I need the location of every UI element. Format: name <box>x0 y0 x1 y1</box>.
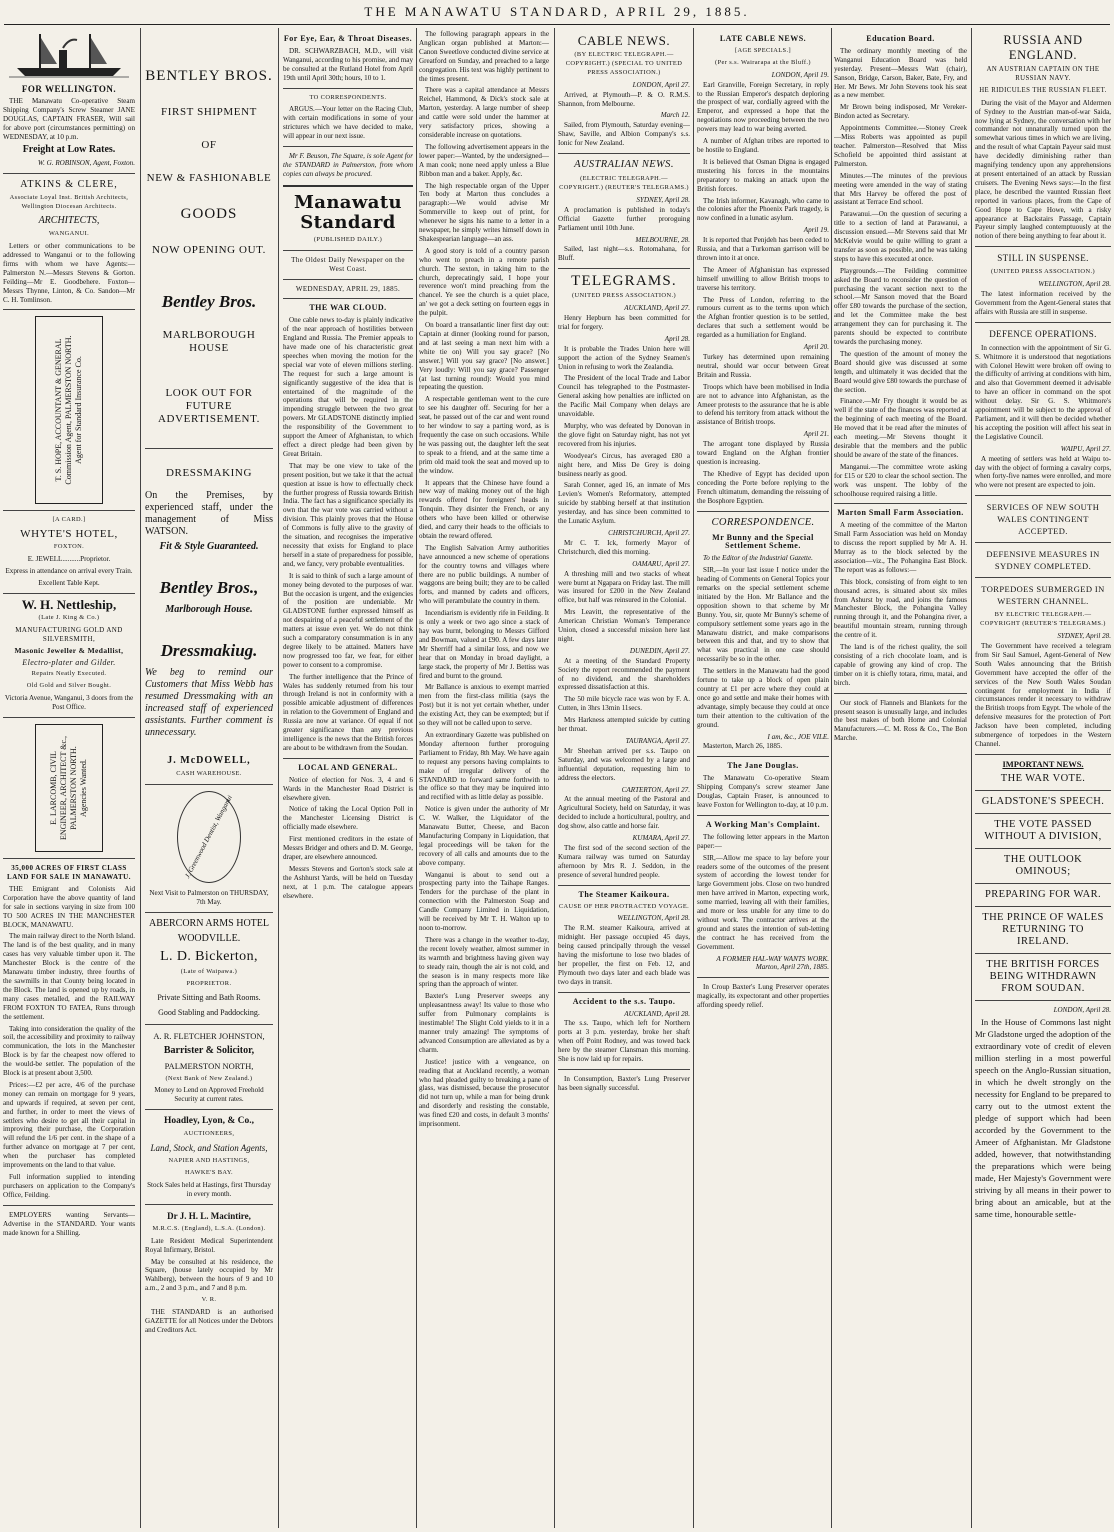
ship-ad-title: FOR WELLINGTON. <box>21 84 117 94</box>
divider <box>975 813 1111 814</box>
local-item: The English Salvation Army authorities have announced a new scheme of operations for the country towns and villages where there are no public buildings. A number of waggons are being built; they are to be called forts, and manned by cadets and officers, who will perambulate the country in them. <box>419 543 549 606</box>
private-rooms: Private Sitting and Bath Rooms. <box>157 992 261 1002</box>
news-item: During the visit of the Mayor and Aldermen of Sydney to the Austrian man-of-war Saida, now lying at Sydney, the conversation with her commander not unnaturally turned upon the somewhat various times in which we are living, and the result of what Captain Payeur said must have decidedly diminishing rather than magnifying tendency upon any apprehensions at present entertained of an attack by Russian cruisers. The Evening News says:—In the first place, he described the vaunted Russian fleet reported in various places, from the Cape of Good Hope to Cape Howe, with a risky appearance at Backstairs Passage, Captain Payeur simply laughed contemptuously at the notion of there being anything to fear about it. <box>975 98 1111 241</box>
news-item: A meeting of settlers was held at Waipu to-day with the object of forming a cavalry corps, when forty-five names were enrolled, and more who were not present are expected to join. <box>975 454 1111 490</box>
column-5-cable-news <box>558 30 690 1528</box>
divider <box>3 510 135 511</box>
money-to-lend: Money to Lend on Approved Freehold Security at current rates. <box>154 1086 264 1104</box>
dentist-oval-stamp <box>177 791 241 883</box>
land-sale-title: 35,000 ACRES OF FIRST CLASS LAND FOR SALE IN MANAWATU. <box>7 864 131 881</box>
ship-agent: W. G. ROBINSON, Agent, Foxton. <box>37 159 135 168</box>
whyte-hotel-title: WHYTE'S HOTEL, <box>20 528 118 541</box>
column-1-advertisements <box>3 30 135 1528</box>
hope-boxed-ad <box>35 316 103 504</box>
working-man-title: A Working Man's Complaint. <box>705 819 821 829</box>
dateline: WELLINGTON, April 28. <box>617 914 690 923</box>
local-item: There was a change in the weather to-day, the recent lovely weather, almost summer in its warmth and brightness having given way to steady rain, though the air is not cold, and the season is in many respects more like spring than the approach of winter. <box>419 935 549 989</box>
dressmaking-text: On the Premises, by experienced staff, under the management of Miss WATSON. <box>145 490 273 537</box>
column-2-advertisements <box>145 30 273 1528</box>
australian-news-sub: (ELECTRIC TELEGRAPH.—COPYRIGHT.) (REUTER'S TELEGRAMS.) <box>559 175 689 191</box>
news-item: In connection with the appointment of Sir G. S. Whitmore it is understood that negotiations with Colonel Hewitt were broken off owing to the difficulty of arriving at conditions with him, and also that Government deemed it advisable to have an officer in command on the spot without delay. Sir G. S. Whitmore's appointment will be subject to the approval of Parliament, and it will then be decided whether his accepting the position will affect his seat in the Legislative Council. <box>975 343 1111 441</box>
news-item: Woodyear's Circus, has averaged £80 a night here, and Miss De Grey is doing business nearly as good. <box>558 451 690 478</box>
fletcher-name: A. R. FLETCHER JOHNSTON, <box>153 1030 265 1041</box>
kaikoura-title: The Steamer Kaikoura. <box>578 889 670 899</box>
correspondence-title: CORRESPONDENCE. <box>711 516 815 528</box>
local-item: Mr Ballance is anxious to exempt married men from the first-class militia (says the Post) but it is not yet certain whether, under the existing Act, they can be exempted; but if so they will not be called upon to serve. <box>419 683 549 728</box>
land-sale-text: Prices:—£2 per acre, 4/6 of the purchase money can remain on mortgage for 9 years, and upwards if required, at seven per cent, and further, in order to meet the views of settlers who desire to get all their capital in improving their purchase, the Corporation will refund the 1/6 per cent. in the shape of a further advance on mortgage at 7 per cent, when the purchaser has completed improvements on the land to that value. <box>3 1080 135 1170</box>
local-item: Notice of election for Nos. 3, 4 and 6 Wards in the Manchester Road District is elsewhere given. <box>283 775 413 802</box>
bunny-to: To the Editor of the Industrial Gazette. <box>703 554 813 563</box>
news-item: At the annual meeting of the Pastoral and Agricultural Society, held on Saturday, it was decided to include a horticultural, poultry, and dog show, also cattle and horse fair. <box>558 795 690 831</box>
whyte-hotel-proprietor: E. JEWELL..........Proprietor. <box>27 555 111 564</box>
paper-nameplate: Manawatu Standard <box>293 191 403 233</box>
report-paragraph: Mr Brown being indisposed, Mr Vereker-Bindon acted as Secretary. <box>834 103 967 121</box>
column-divider <box>554 28 555 1528</box>
war-cloud-title: THE WAR CLOUD. <box>309 303 387 313</box>
kaikoura-sub: CAUSE OF HER PROTRACTED VOYAGE. <box>558 902 690 910</box>
divider <box>283 88 413 89</box>
editorial-paragraph: One cable news to-day is plainly indicative of the near approach of hostilities between England and Russia. The Premier appeals to have made one of his characteristic great speeches when moving the motion for the special war vote of eleven millions sterling. The request for such a large amount is significantly suggestive of the idea that is entertained of the magnitude of the operations that will be required in the impending struggle between the two great powers. Mr GLADSTONE distinctly implied the responsibility of the Government to support the Ameer of Afghanistan, to which effect a direct pledge had been given by Great Britain. <box>283 316 413 458</box>
oldest-daily: The Oldest Daily Newspaper on the West Coast. <box>291 255 405 273</box>
news-item: The 50 mile bicycle race was won by F. A. Cutten, in 3hrs 13min 11secs. <box>558 695 690 713</box>
dateline: April 21. <box>803 430 829 439</box>
letter-signature: I am, &c., JOE VILE. <box>767 732 829 741</box>
divider <box>697 815 829 816</box>
whyte-hotel-table: Excellent Table Kept. <box>38 579 100 588</box>
suspense-sub: (UNITED PRESS ASSOCIATION.) <box>990 268 1095 276</box>
local-item: A respectable gentleman went to the cure to see his daughter off. Securing for her a seat, he passed out of the car and went round to her window to say a parting word, as is frequently the case on such occasions. While he was passing out, the daughter left the seat to speak to a friend, and at the same time a prim old maid took the seat and moved up to the window. <box>419 395 549 475</box>
nettleship-title: W. H. Nettleship, <box>21 596 117 612</box>
news-item: It is believed that Osman Digna is engaged mustering his forces in the mountains preparatory to making an attack upon the British forces. <box>697 157 829 193</box>
marlborough-house-2: Marlborough House. <box>165 604 253 615</box>
palmerston-north: PALMERSTON NORTH, <box>164 1060 254 1071</box>
published-daily: (PUBLISHED DAILY.) <box>313 235 383 243</box>
local-item: The following paragraph appears in the Anglican organ published at Marton:—Canon Sweetlove conducted divine service at Greatford on Sunday, and preached to a large congregation. His text was highly pertinent to the times present. <box>419 30 549 83</box>
divider <box>3 593 135 594</box>
news-item: Sailed, last night—s.s. Rotomahana, for Bluff. <box>558 245 690 263</box>
late-cable-sub2: (Per s.s. Wairarapa at the Bluff.) <box>715 58 811 66</box>
defence-title: DEFENCE OPERATIONS. <box>989 328 1097 339</box>
gladstone-report: In the House of Commons last night Mr Gladstone urged the adoption of the extraordinary vote of credit of eleven million sterling in a most powerful speech on the Anglo-Russian situation, in which he dwelt strongly on the necessity for England to be prepared to carry out to the utmost extent the pledge of support which had been accorded by the Government to the Ameer of Afghanistan. Mr Gladstone added, however, that notwithstanding the preparations which were being made, Her Majesty's Government were striving by all means in their power to bring about an amicable, but at the same time, honourable settle- <box>975 1016 1111 1219</box>
local-item: Wanganui is about to send out a prospecting party into the Taihape Ranges. Tenders for the purchase of the plant in connection with the Palmerston Soap and Candle Company Limited in Liquidation, will be received by Mr T. H. Walton up to noon to-morrow. <box>419 870 549 932</box>
letter-intro: The following letter appears in the Marton paper:— <box>697 832 829 850</box>
dateline: SYDNEY, April 28. <box>636 195 690 204</box>
editorial-paragraph: The further intelligence that the Prince of Wales has suddenly returned from his tour through Ireland is not in conformity with a possible amicable adjustment of differences in relation to the Government of England and Russia are now at variance. Of equal if not greater significance than any previous intelligence is the news that the British forces are about to be withdrawn from the Soudan. <box>283 672 413 752</box>
bentley-script-title-2: Bentley Bros., <box>159 578 259 597</box>
dateline: MELBOURNE, 28. <box>635 235 690 244</box>
news-item: Mrs Leavitt, the representative of the American Christian Woman's Temperance Union, closed a successful mission here last night. <box>558 608 690 643</box>
letter-paragraph: SIR,—Allow me space to lay before your readers some of the outcomes of the present system of according the lowest tender for large Government jobs. Close on two hundred men have arrived in Marton, expecting work, some married, leaving all with their families, and more or less unable for any time to do without work. The contractor arrives at the ground and states the intention of sub-letting the contract he has received from the Government. <box>697 853 829 951</box>
lookout-notice: LOOK OUT FOR FUTURE ADVERTISEMENT. <box>158 387 260 425</box>
war-vote-heading: THE WAR VOTE. <box>1000 772 1086 784</box>
opening-out: NOW OPENING OUT. <box>152 244 266 256</box>
news-item: The arrogant tone displayed by Russia toward England on the Afghan frontier question is increasing. <box>697 440 829 466</box>
news-item: Henry Hepburn has been committed for trial for forgery. <box>558 314 690 331</box>
dateline: SYDNEY, April 28. <box>1057 632 1111 641</box>
divider <box>3 717 135 718</box>
australian-news-title: AUSTRALIAN NEWS. <box>574 159 674 171</box>
russia-england-sub2: HE RIDICULES THE RUSSIAN FLEET. <box>979 86 1107 94</box>
divider <box>283 185 413 187</box>
nsw-contingent-heading: SERVICES OF NEW SOUTH WALES CONTINGENT ACCEPTED. <box>986 502 1100 537</box>
local-item: It appears that the Chinese have found a new way of making money out of the high rewards offered for foreigners' heads in Tonquin. They disinter the French, or any others who have been killed or otherwise died, and carry their heads to the officials to obtain the reward offered. <box>419 478 549 540</box>
gladstone-speech-heading: GLADSTONE'S SPEECH. <box>981 795 1105 807</box>
local-item: The following advertisement appears in the lower paper:—Wanted, by the undersigned—A man cook; none need apply unless a Blue Ribbon man and a baker. Apply, &c. <box>419 142 549 178</box>
divider <box>3 309 135 310</box>
local-item: There was a capital attendance at Messrs Reichel, Hammond, & Dick's stock sale at Marton, yesterday. A large number of sheep and cattle were sold under the hammer at very satisfactory prices, showing a considerable increase on quotations. <box>419 86 549 139</box>
hawkes-bay: HAWKE'S BAY. <box>184 1169 234 1177</box>
telegrams-sub: (UNITED PRESS ASSOCIATION.) <box>571 292 676 300</box>
divider <box>283 758 413 759</box>
cable-news-sub: (BY ELECTRIC TELEGRAPH.—COPYRIGHT.) (SPECIAL TO UNITED PRESS ASSOCIATION.) <box>565 51 683 76</box>
larcomb-boxed-ad <box>35 724 103 852</box>
divider <box>975 577 1111 578</box>
divider <box>145 1109 273 1110</box>
vote-passed-heading: THE VOTE PASSED WITHOUT A DIVISION, <box>984 818 1102 842</box>
divider <box>975 953 1111 954</box>
napier-hastings: NAPIER AND HASTINGS, <box>168 1157 250 1165</box>
divider <box>697 511 829 512</box>
divider <box>697 756 829 757</box>
dateline: April 19. <box>803 226 829 235</box>
column-divider <box>831 28 832 1528</box>
barrister-label: Barrister & Solicitor, <box>163 1044 255 1056</box>
of-label: OF <box>201 139 217 151</box>
dateline: DUNEDIN, April 27. <box>629 646 690 655</box>
flannels-notice: Our stock of Flannels and Blankets for the present season is unusually large, and includes the best makes of both Home and Colonial Manufacturers.—C. M. Ross & Co., The Bon Marche. <box>834 698 967 743</box>
marton-association-title: Marton Small Farm Association. <box>837 508 964 518</box>
news-item: The President of the local Trade and Labor Council has telegraphed to the Postmaster-General asking how penalties are inflicted on the Pacific Mail Company when delays are unavoidable. <box>558 374 690 419</box>
lung-preserver-notice: In Consumption, Baxter's Lung Preserver has been signally successful. <box>558 1075 690 1092</box>
news-item: Sailed, from Plymouth, Saturday evening—Shaw, Saville, and Albion Company's s.s. Ionic for New Zealand. <box>558 121 690 148</box>
stock-sales: Stock Sales held at Hastings, first Thursday in every month. <box>147 1180 271 1198</box>
dateline: March 12. <box>660 111 690 120</box>
news-item: The Irish informer, Kavanagh, who came to the colonies after the Phoenix Park tragedy, is now confined in a lunatic asylum. <box>697 196 829 223</box>
news-item: The first sod of the second section of the Kumara railway was turned on Saturday afternoon by Mrs R. J. Seddon, in the presence of several hundred people. <box>558 843 690 879</box>
dentist-visit: Next Visit to Palmerston on THURSDAY, 7th May. <box>149 888 269 906</box>
whyte-hotel-place: FOXTON. <box>53 543 85 551</box>
masthead-rule <box>4 24 1110 25</box>
divider <box>3 858 135 859</box>
nettleship-gold: Old Gold and Silver Bought. <box>26 682 112 690</box>
report-paragraph: Playgrounds.—The Feilding committee asked the Board to reconsider the question of purchasing the vacant section next to the school.—Mr Sanson moved that the Board offer £80 towards the purchase of the section, and let the Committee make the best arrangement they can for purchasing it. The parents should be expected to contribute towards the purchasing money. <box>834 266 967 346</box>
divider <box>558 885 690 886</box>
divider <box>975 1000 1111 1001</box>
dateline: WELLINGTON, April 28. <box>1038 280 1111 289</box>
bickerton-name: L. D. Bickerton, <box>160 948 258 964</box>
news-item: A threshing mill and two stacks of wheat were burnt at Ngapara on Friday last. The mill was insured for £200 in the New Zealand office, but half was reinsured in the Colonial. <box>558 569 690 605</box>
marlborough-house: MARLBOROUGH HOUSE <box>162 329 256 354</box>
letter-paragraph: The settlers in the Manawatu had the good fortune to take up a block of open plain country at £1 per acre where they could at once go and settle and make their homes with advantage, simply because they could at once turn their attention to the cultivation of the ground. <box>697 667 829 729</box>
new-fashionable: NEW & FASHIONABLE <box>146 172 272 184</box>
news-item: It is probable the Trades Union here will support the action of the Sydney Seamen's Union in refusing to work the Zealandia. <box>558 344 690 371</box>
report-paragraph: Manganui.—The committee wrote asking for £15 or £20 to clear the school section. The work was unspent. The lobby of the schoolhouse required raising a little. <box>834 462 967 498</box>
bentley-title: BENTLEY BROS. <box>145 68 273 84</box>
larcomb-boxed-ad-text: E. LARCOMB, CIVIL ENGINEER, ARCHITECT &c., PALMERSTON NORTH. Agencies Wanted. <box>49 736 88 841</box>
atkins-clere-subtitle: Associate Loyal Inst. British Architects, Wellington Diocesan Architects. <box>9 194 129 211</box>
column-divider <box>693 28 694 1528</box>
local-item: An extraordinary Gazette was published on Monday afternoon further proroguing Parliament to Friday, 8th May. We have again to request any persons having complaints to make of irregular delivery of the STANDARD to forward same forthwith to the office so that they may be inquired into and rectified with as little delay as possible. <box>419 730 549 802</box>
news-item: A number of Afghan tribes are reported to be hostile to England. <box>697 137 829 154</box>
macintire-name: Dr J. H. L. Macintire, <box>167 1210 251 1221</box>
column-divider <box>416 28 417 1528</box>
dateline: AUCKLAND, April 27. <box>624 304 690 313</box>
letter-signature: A FORMER HAL-WAY WANTS WORK. Marton, April 27th, 1885. <box>716 954 829 972</box>
news-item: At a meeting of the Standard Property Society the report recommended the payment of no dividend, and the shareholders expressed dissatisfaction at this. <box>558 656 690 692</box>
news-item: The Government have received a telegram from Sir Saul Samuel, Agent-General of New South Wales announcing that the British Government have accepted the offer of the services of the New South Wales Soudan contingent for employment in India if circumstances render it necessary to withdraw the British troops from Egypt. The whole of the defensive measures for the protection of Port Jackson have been completed, including submergence of torpedoes in the Western Channel. <box>975 641 1111 748</box>
vr-crest-label: V. R. <box>201 1296 217 1304</box>
steamship-icon <box>9 30 129 80</box>
cash-warehouse: CASH WAREHOUSE. <box>176 770 242 777</box>
issue-date: WEDNESDAY, APRIL 29, 1885. <box>295 284 401 293</box>
divider <box>145 448 273 449</box>
gazette-notice: THE STANDARD is an authorised GAZETTE for all Notices under the Debtors and Creditors Act. <box>145 1308 273 1334</box>
bunny-title: Mr Bunny and the Special Settlement Scheme. <box>712 532 814 551</box>
divider <box>3 173 135 174</box>
local-item: Messrs Stevens and Gorton's stock sale at the Ashhurst Yards, will be held on Tuesday next, at 1 p.m. The catalogue appears elsewhere. <box>283 864 413 900</box>
news-item: The R.M. steamer Kaikoura, arrived at midnight. Her passage occupied 45 days, being caused principally through the vessel having the misfortune to lose two blades of her propeller, the first on Feb. 12, and Plymouth two days later and each blade was two days in transit. <box>558 924 690 986</box>
news-item: Murphy, who was defeated by Donovan in the glove fight on Saturday night, has not yet recovered from his injuries. <box>558 422 690 448</box>
news-item: Mrs Harkness attempted suicide by cutting her throat. <box>558 716 690 734</box>
divider <box>975 246 1111 247</box>
mcdowell-name: J. McDOWELL, <box>167 755 251 766</box>
telegrams-title: TELEGRAMS. <box>571 273 677 290</box>
letter-paragraph: SIR,—In your last issue I notice under the heading of Comments on General Topics your remarks on the special settlement scheme initiated by the Hon. Mr Ballance and the opposition shown to that scheme by Mr Bunny. You, sir, quote Mr Bunny's scheme of compulsory settlement some years ago in the Manawatu district, and make comparisons between this and that, and try to show that what was practical in one case should necessarily be so in the other. <box>697 566 829 664</box>
preparing-war-heading: PREPARING FOR WAR. <box>984 888 1102 900</box>
proprietor-label: PROPRIETOR. <box>186 979 232 987</box>
russia-england-title: RUSSIA AND ENGLAND. <box>1003 33 1083 62</box>
macintire-medsup: Late Resident Medical Superintendent Royal Infirmary, Bristol. <box>145 1236 273 1254</box>
editorial-paragraph: That may be one view to take of the present position, but we take it that the actual question at issue is how to effectually check the further progress of Russia towards British India. The fact has a significance specially its own that the war vote was carried without a division. This plainly proves that the House of Commons is fully alive to the gravity of the situation, and recognises the imperative necessity that exists for England to place herself in a state of preparedness for possible, and, we fancy, very probable eventualities. <box>283 461 413 568</box>
atkins-clere-title: ATKINS & CLERE, <box>20 179 118 191</box>
british-forces-heading: THE BRITISH FORCES BEING WITHDRAWN FROM SOUDAN. <box>986 958 1100 994</box>
architects-label: ARCHITECTS, <box>38 215 100 227</box>
hope-boxed-ad-text: T. S. HOPE, ACCOUNTANT & GENERAL Commission Agent, PALMERSTON NORTH. Agent for Standard Insurance Co. <box>54 335 83 485</box>
divider <box>145 1024 273 1025</box>
taupo-title: Accident to the s.s. Taupo. <box>572 996 676 1006</box>
hoadley-name: Hoadley, Lyon, & Co., <box>164 1116 254 1127</box>
column-3-editorial <box>283 30 413 1528</box>
news-item: Troops which have been mobilised in India are not to advance into Afghanistan, as the Ameer protests to the assurance that he is able to defend his territory from attack without the assistance of British troops. <box>697 382 829 427</box>
news-item: The Press of London, referring to the rumours current as to the terms upon which the Afghan frontier question is to be settled, declares that such a settlement would be regarded as a humiliation for England. <box>697 295 829 340</box>
dateline: CHRISTCHURCH, April 27. <box>608 528 690 537</box>
report-paragraph: The ordinary monthly meeting of the Wanganui Education Board was held yesterday. Present—Messrs Watt (chair), Sanson, Bridge, Carson, Baker, Bate, Fry, and Her. Mr Bews. Mr John Stevens took his seat as a new member. <box>834 46 967 100</box>
land-sale-text: Full information supplied to intending purchasers on application to the Company's Office, Feilding. <box>3 1173 135 1199</box>
macintire-qualifications: M.R.C.S. (England), L.S.A. (London). <box>152 1224 266 1232</box>
dressmaking-script-title: Dressmakiug. <box>160 641 258 660</box>
good-stabling: Good Stabling and Paddocking. <box>158 1007 260 1017</box>
news-item: Mr C. T. Ick, formerly Mayor of Christchurch, died this morning. <box>558 538 690 556</box>
nettleship-address: Victoria Avenue, Wanganui, 3 doors from the Post Office. <box>4 694 134 712</box>
defensive-measures-heading: DEFENSIVE MEASURES IN SYDNEY COMPLETED. <box>986 549 1100 572</box>
column-4-local-news <box>419 30 549 1528</box>
card-label: [A CARD.] <box>52 516 86 524</box>
news-item: Mr Sheehan arrived per s.s. Taupo on Saturday, and was welcomed by a large and influential deputation, requesting him to address the electors. <box>558 746 690 782</box>
divider <box>975 322 1111 323</box>
news-item: Sarah Conner, aged 16, an inmate of Mrs Levien's Women's Reformatory, attempted suicide by stabbing herself at that institution yesterday, and has since been committed to the Lunatic Asylum. <box>558 481 690 526</box>
abercorn-title: ABERCORN ARMS HOTEL <box>148 917 269 929</box>
next-bank: (Next Bank of New Zealand.) <box>165 1074 253 1082</box>
atkins-clere-text: Letters or other communications to be addressed to Wanganui or to the following firms with whom we have Agents:— Palmerston N.—Messrs Stevens & Gorton. Feilding—Mr E. Goodbehere. Foxton—Messrs Thynne, Linton, & Co. Sandon—Mr C. H. Tomlinson. <box>3 242 135 304</box>
dateline: LONDON, April 27. <box>632 80 690 89</box>
freight-notice: Freight at Low Rates. <box>22 144 116 156</box>
prince-wales-heading: THE PRINCE OF WALES RETURNING TO IRELAND. <box>982 911 1104 947</box>
nettleship-repairs: Repairs Neatly Executed. <box>31 670 107 678</box>
masthead: THE MANAWATU STANDARD, APRIL 29, 1885. <box>364 4 750 19</box>
nettleship-trade: MANUFACTURING GOLD AND SILVERSMITH, <box>15 625 123 643</box>
macintire-consult: May be consulted at his residence, the Square, (house lately occupied by Mr Wahlberg), between the hours of 9 and 10 a.m., 2 and 3 p.m., and 7 and 8 p.m. <box>145 1257 273 1293</box>
croup-notice: In Croup Baxter's Lung Preserver operates magically, its expectorant and other properties affording speedy relief. <box>697 983 829 1010</box>
divider <box>975 754 1111 755</box>
news-item: Arrived, at Plymouth—P. & O. R.M.S. Shannon, from Melbourne. <box>558 90 690 108</box>
correspondents-title: TO CORRESPONDENTS. <box>309 93 387 101</box>
dateline: TAURANGA, April 27. <box>625 737 690 745</box>
correspondents-text: ARGUS.—Your letter on the Racing Club, with certain modifications in some of your strictures which we have decided to make, will appear in our next issue. <box>283 105 413 141</box>
local-item: Baxter's Lung Preserver sweeps any unpleasantness away! Its value to those who suffer from Pulmonary complaints is inestimable! The Slight Cold yields to it in a manner truly amazing! The symptoms of advanced Consumption are alleviated as by a charm. <box>419 992 549 1054</box>
local-item: Incendiarism is evidently rife in Feilding. It is only a week or two ago since a stack of hay was burnt, belonging to Messrs Gifford and Bowman, valued at £90. A few days later Mr Sherriff had a similar loss, and now we hear that on Monday in broad daylight, a large stack, the property of Mr J. Bettiss was fired and burnt to the ground. <box>419 609 549 680</box>
dateline: KUMARA, April 27. <box>632 834 690 843</box>
divider <box>283 146 413 147</box>
fit-guaranteed: Fit & Style Guaranteed. <box>159 541 259 552</box>
land-sale-text: THE Emigrant and Colonists Aid Corporation have the above quantity of land for sale in sections varying in size from 100 TO 500 ACRES IN THE MANCHESTER BLOCK, MANAWATU. <box>3 884 135 929</box>
divider <box>558 268 690 269</box>
first-shipment: FIRST SHIPMENT <box>161 106 257 118</box>
local-item: First mentioned creditors in the estate of Messrs Bridger and others and D. M. George, draper, are elsewhere announced. <box>283 835 413 861</box>
report-paragraph: Finance.—Mr Fry thought it would be as well if the state of the finances was reported at the beginning of each meeting of the Board. He moved that it be read after the minutes of each meeting.—Mr Stevens thought it desirable that the members and the public should be aware of the state of the finances. <box>834 397 967 459</box>
nettleship-sub: (Late J. King & Co.) <box>38 613 100 621</box>
local-general-title: LOCAL AND GENERAL. <box>298 762 398 772</box>
atkins-clere-place: WANGANUI. <box>48 230 90 238</box>
dateline: AUCKLAND, April 28. <box>624 1009 690 1018</box>
report-paragraph: This block, consisting of from eight to ten thousand acres, is situated about six miles from Ashurst by road, and joins the famous Manchester Block, the Pohangina Valley running through it, and the Pohangina river, a beautiful mountain stream, running through the centre of it. <box>834 577 967 640</box>
torpedoes-sub: BY ELECTRIC TELEGRAPH.—COPYRIGHT (REUTER'S TELEGRAMS.) <box>980 611 1106 628</box>
local-item: Notice of taking the Local Option Poll in the Manchester Licensing District is officially made elsewhere. <box>283 805 413 832</box>
agent-notice: Mr F. Beuson, The Square, is sole Agent for the STANDARD in Palmerston, from whom copies can always be procured. <box>283 152 413 178</box>
divider <box>283 250 413 251</box>
report-paragraph: Minutes.—The minutes of the previous meeting were amended in the way of stating that Mrs Harvey be offered the post of assistant at Terrace End school. <box>834 171 967 207</box>
education-board-title: Education Board. <box>866 34 935 43</box>
news-item: The Khedive of Egypt has decided upon conceding the Porte before replying to the French ultimatum, demanding the reissuing of the Bosphore Egyptien. <box>697 469 829 505</box>
ship-ad-text: THE Manawatu Co-operative Steam Shipping Company's Screw Steamer JANE DOUGLAS, CAPTAIN FRASER, Will sail for above port (circumstances permitting) on WEDNESDAY, at 10 p.m. <box>3 96 135 141</box>
divider <box>697 977 829 978</box>
report-paragraph: Parawanui.—On the question of securing a title to a section of land at Parawanui, a discussion ensued.—Mr Stevens said that Mr McKelvie would be quite willing to grant a transfer as soon as possible, and he was taking steps to have this executed at once. <box>834 210 967 263</box>
local-item: A good story is told of a country parson who went to preach in a remote parish church. The sexton, in taking him to the church, deprecatingly said, I hope your reverence won't mind preaching from the chancel. Ye see the church is a quiet place, an' we got a deck setting on fourteen eggs in the pulpit. <box>419 246 549 318</box>
report-paragraph: A meeting of the committee of the Marton Small Farm Association was held on Monday to discuss the report supplied by Mr A. H. Murray as to the block selected by the association—viz., The Pohangina East Block. The report was as follows:— <box>834 521 967 574</box>
news-item: A proclamation is published in today's Official Gazette further proroguing Parliament until 10th June. <box>558 205 690 232</box>
dateline: LONDON, April 28. <box>1053 1005 1111 1014</box>
divider <box>558 153 690 154</box>
divider <box>558 1069 690 1070</box>
dressmaking-title: DRESSMAKING <box>165 467 253 479</box>
divider <box>975 906 1111 907</box>
news-item: The Ameer of Afghanistan has expressed himself unwilling to allow British troops to traverse his territory. <box>697 265 829 292</box>
dateline: April 20. <box>803 343 829 352</box>
news-item: The latest information received by the Government from the Agent-General states that affairs with Russia are still in suspense. <box>975 290 1111 316</box>
nettleship-jeweller: Masonic Jeweller & Medallist, <box>14 645 124 655</box>
letter-place: Masterton, March 26, 1885. <box>703 742 783 751</box>
divider <box>558 992 690 993</box>
divider <box>834 503 967 504</box>
land-sale-text: The main railway direct to the North Island. The land is of the best quality, and in many cases has very valuable timber upon it. The Manchester Block is the centre of the Manawatu timber industry, three fourths of the sawmills in that County being located in the Block. The land is opened up by roads, in many cases metalled, and the RAILWAY FROM FOXTON TO FATEA, Runs through the settlement. <box>3 932 135 1021</box>
dateline: OAMARU, April 27. <box>632 559 690 568</box>
editorial-paragraph: It is said to think of such a large amount of money being devoted to the purposes of war. But the occasion is urgent, and the exigencies of the position are undeniable. Mr GLADSTONE further expressed himself as not despairing of a peaceful settlement of the matters at issue even yet. We do not think such a comparatory consummation is in any degree likely to be attained. Matters have now progressed too far, we fear, for either power to consent to a compromise. <box>283 571 413 669</box>
russia-england-sub1: AN AUSTRIAN CAPTAIN ON THE RUSSIAN NAVY. <box>986 66 1100 82</box>
bickerton-late: (Late of Waipawa.) <box>180 967 238 975</box>
employers-notice: EMPLOYERS wanting Servants—Advertise in the STANDARD. Your wants made known for a Shilling. <box>3 1210 135 1237</box>
news-item: Earl Granville, Foreign Secretary, in reply to the Russian Emperor's despatch deploring the prospect of war, cordially agreed with the Emperor, and expressed a hope that the negotiations now proceeding between the two powers may lead to war being averted. <box>697 80 829 134</box>
dateline: April 28. <box>664 334 690 343</box>
eye-ear-text: DR. SCHWARZBACH, M.D., will visit Wanganui, according to his promise, and may be consulted at the Rutland Hotel from April 19th until April 30th; hours, 10 to 1. <box>283 46 413 82</box>
divider <box>975 495 1111 496</box>
column-8-russia-england <box>975 30 1111 1528</box>
divider <box>145 1204 273 1205</box>
column-divider <box>971 28 972 1528</box>
dentist-oval-text: J. Greenwood Dentist, Wanganui <box>183 793 234 880</box>
divider <box>975 790 1111 791</box>
report-paragraph: The land is of the richest quality, the soil consisting of a rich chocolate loam, and is capable of growing any kind of crop. The timber on it is chiefly totara, rimu, matai, and birch. <box>834 643 967 687</box>
divider <box>975 883 1111 884</box>
report-paragraph: Appointments Committee.—Stoney Creek—Miss Roberts was appointed as pupil teacher. Palmerston—Resolved that Miss Schofield be appointed third assistant at Palmerston. <box>834 124 967 168</box>
cable-news-title: CABLE NEWS. <box>577 33 671 48</box>
dateline: CARTERTON, April 27. <box>621 785 690 794</box>
bentley-script-title: Bentley Bros. <box>161 292 257 311</box>
local-item: Justice! justice with a vengeance, on reading that at Auckland recently, a woman who had pleaded guilty to breaking a pane of glass, was dismissed, because the prosecutor did not turn up, while a man for being drunk and disorderly and resisting the constable, was fined £20 and costs, in default 3 months' imprisonment. <box>419 1057 549 1129</box>
dateline: LONDON, April 19. <box>771 70 829 79</box>
important-news-title: IMPORTANT NEWS. <box>1002 758 1084 769</box>
woodville-label: WOODVILLE. <box>177 932 241 944</box>
goods-label: GOODS <box>180 206 238 222</box>
local-item: Notice is given under the authority of Mr C. W. Walker, the Liquidator of the Manawatu Butter, Cheese, and Bacon Manufacturing Company in Liquidation, that legal proceedings will be taken for the recovery of all calls and amounts due to the above company. <box>419 805 549 867</box>
jane-douglas-title: The Jane Douglas. <box>727 761 799 771</box>
divider <box>975 848 1111 849</box>
report-paragraph: The question of the amount of money the Board should give was discussed at some length, and ultimately it was decided that the Board would give £80 towards the purchase of the section. <box>834 349 967 394</box>
divider <box>283 279 413 280</box>
torpedoes-heading: TORPEDOES SUBMERGED IN WESTERN CHANNEL. <box>981 584 1105 607</box>
eye-ear-title: For Eye, Ear, & Throat Diseases. <box>283 34 413 43</box>
late-cable-sub: [AGE SPECIALS.] <box>734 46 792 54</box>
late-cable-title: LATE CABLE NEWS. <box>719 34 807 43</box>
divider <box>145 912 273 913</box>
dateline: WAIPU, April 27. <box>1060 444 1111 453</box>
column-7-education-board <box>834 30 967 1528</box>
land-sale-text: Taking into consideration the quality of the soil, the accessibility and proximity to railway communication, the lots in the Manchester Block is by far the cheapest now offered to the would-be settler. The population of the Block is at present about 3,500. <box>3 1024 135 1078</box>
divider <box>283 298 413 299</box>
news-item: The s.s. Taupo, which left for Northern ports at 3 p.m. yesterday, broke her shaft when off Point Rodney, and was towed back here by the steamer Clansman this morning. She is now laid up for repairs. <box>558 1019 690 1064</box>
local-item: The high respectable organ of the Upper Ten body at Marton thus concludes a paragraph:—We would advise Mr Sommerville to keep out of print, for whenever he signs his name to a letter in a newspaper, he simply writes himself down in Shakespearian language—an ass. <box>419 181 549 243</box>
divider <box>145 784 273 785</box>
auctioneers-label: AUCTIONEERS, <box>183 1130 235 1138</box>
news-item: It is reported that Penjdeh has been ceded to Russia, and that a Turkoman garrison will be thrown into it at once. <box>697 236 829 262</box>
suspense-title: STILL IN SUSPENSE. <box>997 253 1089 264</box>
column-divider <box>278 28 279 1528</box>
local-item: On board a transatlantic liner first day out: Captain at dinner (looking round for parson, and at last seeing a man next him with a white tie on) Will you say grace? [No answer.] Will you say grace? [No answer.] Very loudly: Will you say grace? Passenger (at last turning round): Would you mind repeating the question. <box>419 321 549 392</box>
whyte-hotel-text: Express in attendance on arrival every Train. <box>5 567 133 576</box>
divider <box>834 693 967 694</box>
column-6-late-cable <box>697 30 829 1528</box>
news-item: The Manawatu Co-operative Steam Shipping Company's screw steamer Jane Douglas, Captain Fraser, is announced to leave Foxton for Wellington to-day, at 10 p.m. <box>697 774 829 809</box>
divider <box>975 542 1111 543</box>
station-agents: Land, Stock, and Station Agents, <box>150 1143 268 1154</box>
news-item: Turkey has determined upon remaining neutral, should war occur between Great Britain and Russia. <box>697 353 829 379</box>
dressmaking-remind: We beg to remind our Customers that Miss Webb has resumed Dressmaking with an increased staff of experienced assistants. Further comment is unnecessary. <box>145 667 273 738</box>
nettleship-electro: Electro-plater and Gilder. <box>22 657 116 667</box>
outlook-heading: THE OUTLOOK OMINOUS; <box>1003 853 1083 877</box>
column-divider <box>140 28 141 1528</box>
divider <box>3 1205 135 1206</box>
